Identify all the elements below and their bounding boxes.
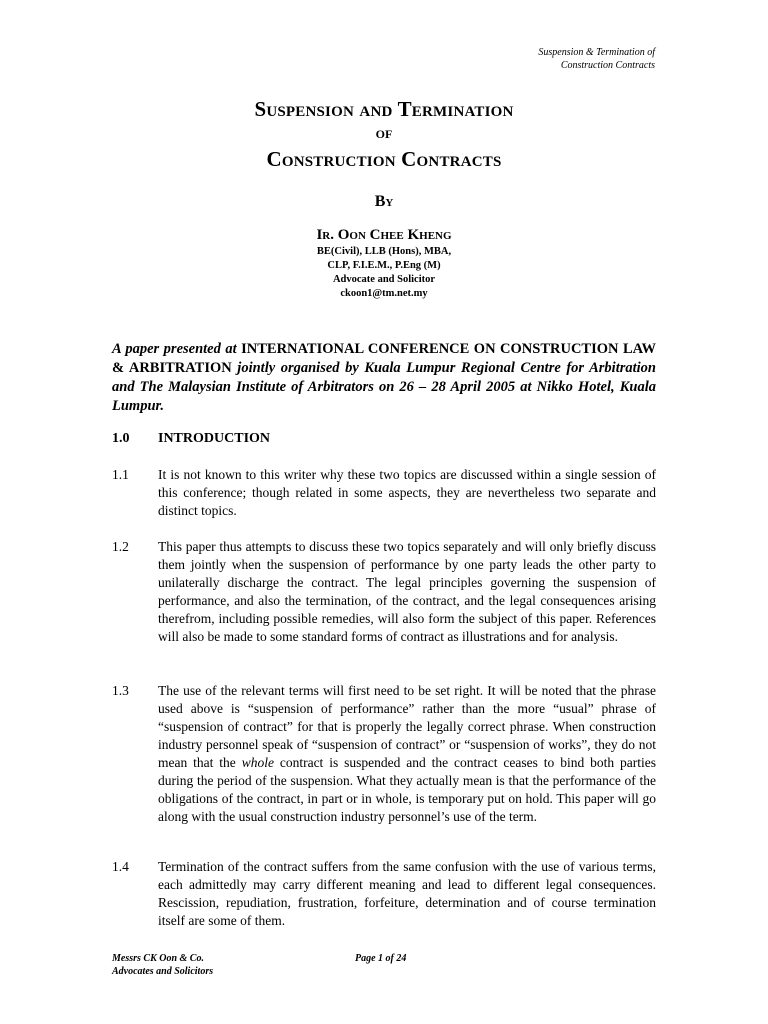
- paragraph-text: It is not known to this writer why these two topics are discussed within a single session of this conference; though related in some aspects, they are nevertheless two separate and distinct topics.: [158, 467, 656, 518]
- footer-firm-block: [112, 952, 213, 978]
- paragraph-text: Termination of the contract suffers from the same confusion with the use of various terms, each admittedly may carry different meaning and lead to different legal consequences. Rescission, repudiation, frustration, forfeiture, determination and of course termination itself are some of them.: [158, 859, 656, 928]
- section-number: 1.0: [112, 431, 130, 446]
- presentation-note-prefix: A paper presented at: [112, 341, 242, 357]
- paragraph-text-part-b: contract is suspended and the contract ceases to bind both parties during the period of the suspension. What they actually mean is that the performance of the obligations of the contract, in part or in whole, is temporary put on hold. This paper will go along with the usual construction industry personnel’s use of the term.: [158, 755, 656, 824]
- document-title-of: of: [375, 123, 393, 142]
- presentation-note: [112, 340, 656, 416]
- author-name: Ir. Oon Chee Kheng: [316, 227, 452, 243]
- section-title: INTRODUCTION: [158, 431, 271, 446]
- paragraph-number: 1.1: [112, 467, 129, 482]
- presentation-note-details: jointly organised by Kuala Lumpur Regional Centre for Arbitration and The Malaysian Institute of Arbitrators on 26 – 28 April 2005 at Nikko Hotel, Kuala Lumpur.: [112, 360, 656, 414]
- paragraph-1-2: [112, 538, 656, 646]
- paragraph-number: 1.3: [112, 683, 129, 698]
- title-block: [0, 96, 768, 301]
- author-email: ckoon1@tm.net.my: [340, 288, 428, 299]
- paragraph-1-3: [112, 682, 656, 826]
- author-role: Advocate and Solicitor: [332, 274, 436, 285]
- document-title-line-1: Suspension and Termination: [254, 97, 514, 121]
- author-qualifications-2: CLP, F.I.E.M., P.Eng (M): [327, 260, 441, 271]
- paragraph-text: This paper thus attempts to discuss these two topics separately and will only briefly discuss them jointly when the suspension of performance by one party leads the other party to unilaterally discharge the contract. The legal principles governing the suspension of performance, and also the termination, of the contract, and the legal consequences arising therefrom, including possible remedies, will also form the subject of this paper. References will also be made to some standard forms of contract as illustrations and for analysis.: [158, 539, 656, 644]
- paragraph-number: 1.4: [112, 859, 129, 874]
- footer-firm-name: Messrs CK Oon & Co.: [112, 953, 204, 964]
- paragraph-number: 1.2: [112, 539, 129, 554]
- paragraph-1-1: [112, 466, 656, 520]
- running-header: [538, 46, 655, 72]
- page-number: Page 1 of 24: [355, 953, 407, 964]
- by-line: By: [374, 193, 394, 210]
- paragraph-1-4: [112, 858, 656, 930]
- footer-firm-role: Advocates and Solicitors: [112, 966, 214, 977]
- running-header-line-1: Suspension & Termination of: [538, 47, 655, 58]
- paragraph-emphasis: whole: [241, 755, 274, 770]
- paragraph-text: [158, 682, 656, 826]
- conference-name: INTERNATIONAL CONFERENCE ON CONSTRUCTION LAW & ARBITRATION: [112, 341, 657, 376]
- paragraph-text-part-a: The use of the relevant terms will first need to be set right. It will be noted that the phrase used above is “suspension of performance” rather than the more “usual” phrase of “suspension of contract” for that is properly the legally correct phrase. When construction industry personnel speak of “suspension of contract” or “suspension of works”, they do not mean that the: [158, 683, 656, 770]
- section-heading: [112, 430, 270, 448]
- running-header-line-2: Construction Contracts: [560, 60, 655, 71]
- author-qualifications-1: BE(Civil), LLB (Hons), MBA,: [316, 246, 452, 257]
- document-title-line-2: Construction Contracts: [266, 147, 502, 171]
